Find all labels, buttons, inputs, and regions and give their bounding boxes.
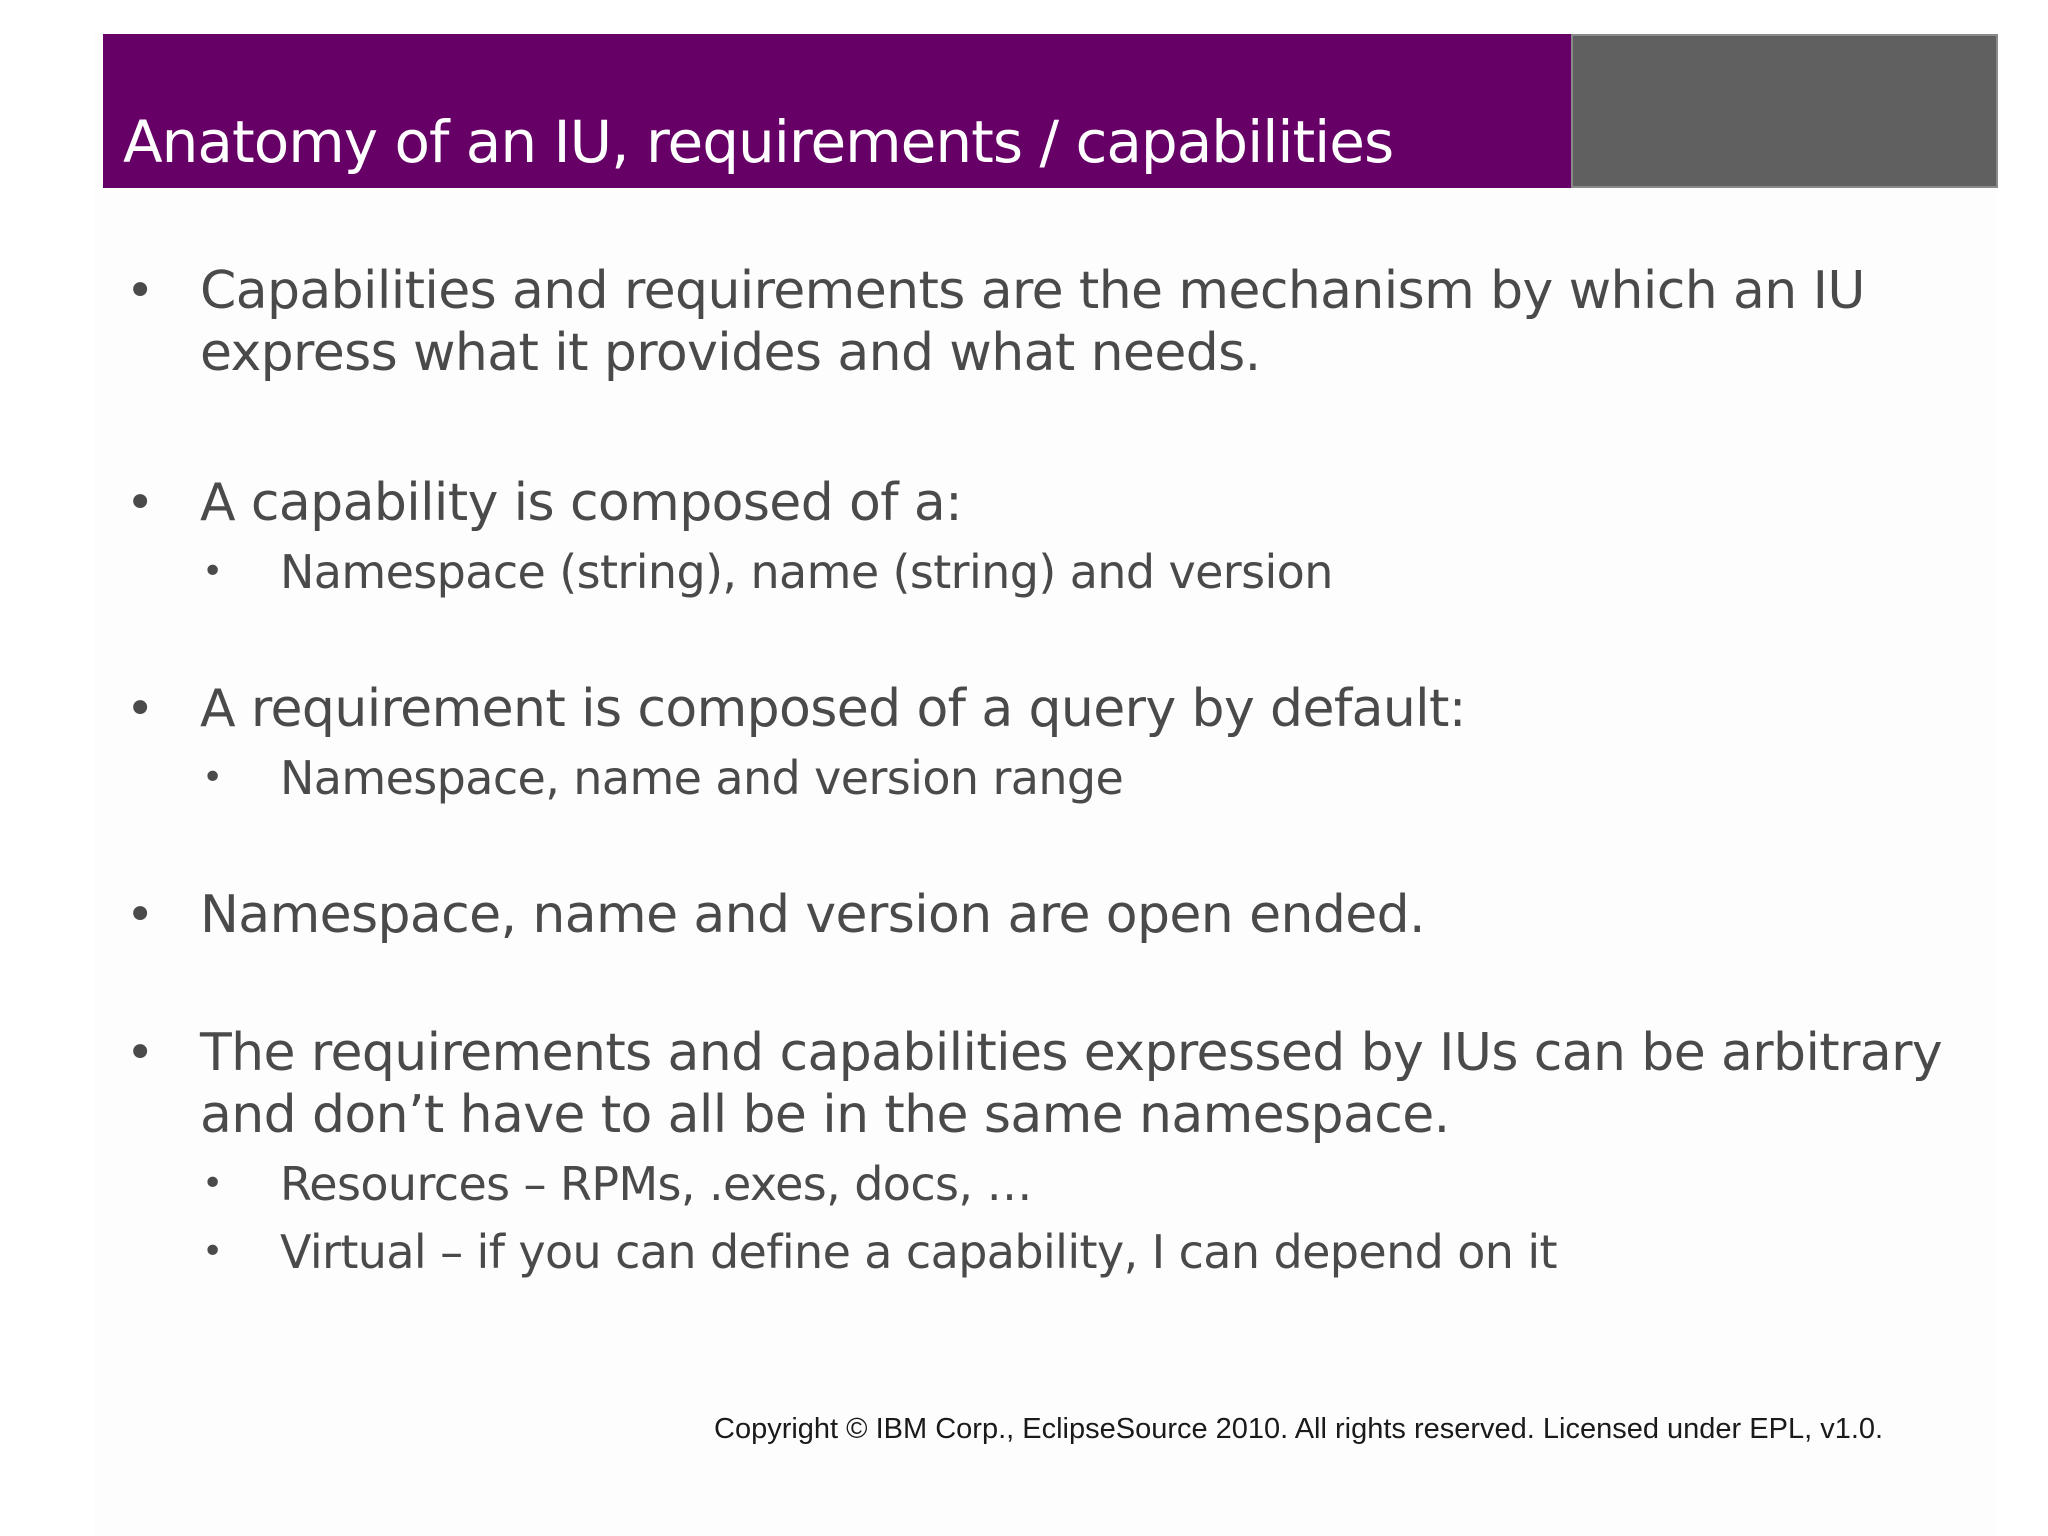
slide-content <box>120 260 1960 1282</box>
sub-bullet-marker-icon: • <box>202 1163 224 1204</box>
bullet-text: Capabilities and requirements are the mechanism by which an IU express what it provides and what needs. <box>200 261 1865 383</box>
sub-bullet-text: Virtual – if you can define a capability, I can depend on it <box>280 1225 1557 1279</box>
bullet-item <box>120 678 1960 740</box>
sub-bullet-item <box>120 1154 1960 1214</box>
bullet-item <box>120 260 1960 384</box>
header-corner-box <box>1571 34 1998 188</box>
sub-bullet-marker-icon: • <box>202 1231 224 1272</box>
bullet-marker-icon: • <box>126 263 155 319</box>
bullet-marker-icon: • <box>126 1025 155 1081</box>
bullet-text: A requirement is composed of a query by default: <box>200 679 1466 739</box>
bullet-text: A capability is composed of a: <box>200 473 963 533</box>
bullet-text: Namespace, name and version are open ended. <box>200 885 1425 945</box>
sub-bullet-item <box>120 1222 1960 1282</box>
bullet-marker-icon: • <box>126 887 155 943</box>
sub-bullet-marker-icon: • <box>202 757 224 798</box>
sub-bullet-text: Namespace (string), name (string) and version <box>280 545 1333 599</box>
bullet-text: The requirements and capabilities expressed by IUs can be arbitrary and don’t have to all be in the same namespace. <box>200 1023 1943 1145</box>
slide-title: Anatomy of an IU, requirements / capabilities <box>123 108 1394 176</box>
bullet-marker-icon: • <box>126 475 155 531</box>
sub-bullet-item <box>120 748 1960 808</box>
sub-bullet-marker-icon: • <box>202 551 224 592</box>
bullet-item <box>120 884 1960 946</box>
sub-bullet-text: Namespace, name and version range <box>280 751 1124 805</box>
bullet-marker-icon: • <box>126 681 155 737</box>
bullet-item <box>120 1022 1960 1146</box>
copyright-notice: Copyright © IBM Corp., EclipseSource 2010. All rights reserved. Licensed under EPL, v1.0. <box>714 1413 1884 1445</box>
bullet-item <box>120 472 1960 534</box>
sub-bullet-text: Resources – RPMs, .exes, docs, … <box>280 1157 1032 1211</box>
sub-bullet-item <box>120 542 1960 602</box>
